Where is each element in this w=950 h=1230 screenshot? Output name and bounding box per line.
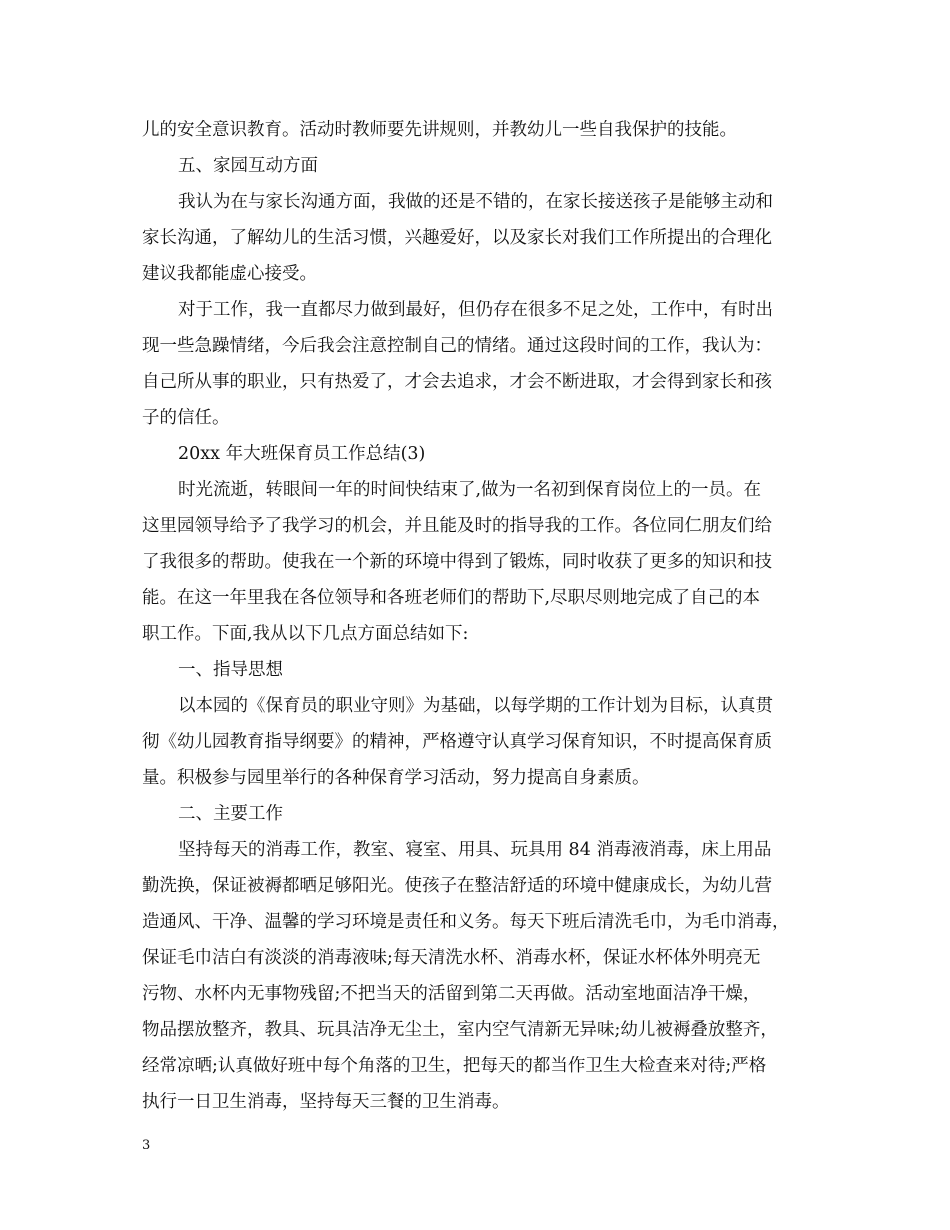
text-line-7: 现一些急躁情绪，今后我会注意控制自己的情绪。通过这段时间的工作，我认为： <box>142 336 772 356</box>
section-heading-guiding-ideology: 一、指导思想 <box>178 660 283 680</box>
text-line-15: 职工作。下面,我从以下几点方面总结如下: <box>142 624 469 644</box>
text-line-1: 儿的安全意识教育。活动时教师要先讲规则，并教幼儿一些自我保护的技能。 <box>142 120 737 140</box>
text-line-5: 建议我都能虚心接受。 <box>142 264 317 284</box>
text-line-11: 时光流逝，转眼间一年的时间快结束了,做为一名初到保育岗位上的一员。在 <box>178 480 762 500</box>
text-line-9: 子的信任。 <box>142 408 230 428</box>
text-line-12: 这里园领导给予了我学习的机会，并且能及时的指导我的工作。各位同仁朋友们给 <box>142 516 772 536</box>
text-line-26: 物品摆放整齐，教具、玩具洁净无尘土，室内空气清新无异味;幼儿被褥叠放整齐， <box>142 1020 778 1040</box>
text-line-19: 量。积极参与园里举行的各种保育学习活动，努力提高自身素质。 <box>142 768 650 788</box>
text-line-4: 家长沟通，了解幼儿的生活习惯，兴趣爱好，以及家长对我们工作所提出的合理化 <box>142 228 772 248</box>
text-line-24: 保证毛巾洁白有淡淡的消毒液味;每天清洗水杯、消毒水杯，保证水杯体外明亮无 <box>142 948 761 968</box>
text-line-28: 执行一日卫生消毒，坚持每天三餐的卫生消毒。 <box>142 1092 510 1112</box>
text-line-18: 彻《幼儿园教育指导纲要》的精神，严格遵守认真学习保育知识，不时提高保育质 <box>142 732 772 752</box>
text-line-23: 造通风、干净、温馨的学习环境是责任和义务。每天下班后清洗毛巾，为毛巾消毒， <box>142 912 790 932</box>
text-line-17: 以本园的《保育员的职业守则》为基础，以每学期的工作计划为目标，认真贯 <box>178 696 773 716</box>
text-line-27: 经常凉晒;认真做好班中每个角落的卫生，把每天的都当作卫生大检查来对待;严格 <box>142 1056 767 1076</box>
text-line-21: 坚持每天的消毒工作，教室、寝室、用具、玩具用 84 消毒液消毒，床上用品 <box>178 840 772 860</box>
text-line-13: 了我很多的帮助。使我在一个新的环境中得到了锻炼，同时收获了更多的知识和技 <box>142 552 772 572</box>
text-line-25: 污物、水杯内无事物残留;不把当天的活留到第二天再做。活动室地面洁净干燥， <box>142 984 761 1004</box>
text-line-22: 勤洗换，保证被褥都晒足够阳光。使孩子在整洁舒适的环境中健康成长，为幼儿营 <box>142 876 772 896</box>
section-heading-main-work: 二、主要工作 <box>178 804 283 824</box>
section-heading-home-school: 五、家园互动方面 <box>178 156 318 176</box>
text-line-3: 我认为在与家长沟通方面，我做的还是不错的，在家长接送孩子是能够主动和 <box>178 192 773 212</box>
page-number: 3 <box>142 1138 151 1153</box>
text-line-6: 对于工作，我一直都尽力做到最好，但仍存在很多不足之处，工作中，有时出 <box>178 300 773 320</box>
text-line-14: 能。在这一年里我在各位领导和各班老师们的帮助下,尽职尽则地完成了自己的本 <box>142 588 761 608</box>
document-subtitle: 20xx 年大班保育员工作总结(3) <box>178 444 426 464</box>
text-line-8: 自己所从事的职业，只有热爱了，才会去追求，才会不断进取，才会得到家长和孩 <box>142 372 772 392</box>
